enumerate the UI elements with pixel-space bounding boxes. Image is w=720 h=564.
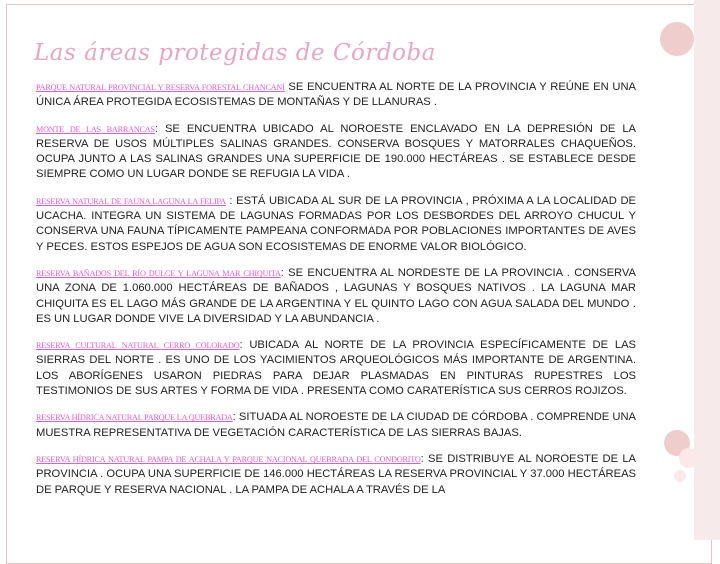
decorative-circle <box>660 22 694 56</box>
section-label[interactable]: RESERVA CULTURAL NATURAL CERRO COLORADO <box>36 341 240 351</box>
section-label[interactable]: RESERVA BAÑADOS DEL RÍO DULCE Y LAGUNA MAR CHIQUITA <box>36 268 281 278</box>
decorative-circle <box>679 448 699 468</box>
section-label[interactable]: PARQUE NATURAL PROVINCIAL Y RESERVA FORESTAL CHANCANÍ <box>36 83 285 92</box>
section-parque-chancani <box>36 80 636 111</box>
section-label[interactable]: RESERVA HÍDRICA NATURAL PAMPA DE ACHALA Y PARQUE NACIONAL QUEBRADA DEL CONDORITO <box>36 454 421 464</box>
section-pampa-achala: RESERVA HÍDRICA NATURAL PAMPA DE ACHALA Y PARQUE NACIONAL QUEBRADA DEL CONDORITO: SE DISTRIBUYE AL NOROESTE DE LA PROVINCIA . OCUPA UNA SUPERFICIE DE 146.000 HECTÁREAS LA RESERVA PROVINCIAL Y 37.000 HECTÁREAS DE PARQUE Y RESERVA NACIONAL . LA PAMPA DE ACHALA A TRAVÉS DE LA <box>36 452 637 496</box>
section-label[interactable]: RESERVA NATURAL DE FAUNA LAGUNA LA FELIPA <box>36 196 226 206</box>
content-body <box>36 80 636 509</box>
section-text: UBICADA AL NORTE DE LA PROVINCIA ESPECÍFICAMENTE DE LAS SIERRAS DEL NORTE . ES UNO DE LOS YACIMIENTOS ARQUEOLÓGICOS MÁS IMPORTANTE DE ARGENTINA. LOS ABORÍGENES USARON PIEDRAS PARA DEJAR PLASMADAS EN PINTURAS RUPESTRES LOS TESTIMONIOS DE SUS ARTES Y FORMA DE VIDA . PRESENTA COMO CARATERÍSTICA SUS CERROS ROJIZOS. <box>36 339 637 398</box>
section-text: SITUADA AL NOROESTE DE LA CIUDAD DE CÓRDOBA . COMPRENDE UNA MUESTRA REPRESENTATIVA DE VEGETACIÓN CARACTERÍSTICA DE LAS SIERRAS BAJAS. <box>36 411 637 439</box>
section-mar-chiquita: RESERVA BAÑADOS DEL RÍO DULCE Y LAGUNA MAR CHIQUITA: SE ENCUENTRA AL NORDESTE DE LA PROVINCIA . CONSERVA UNA ZONA DE 1.060.000 HECTÁREAS DE BAÑADOS , LAGUNAS Y BOSQUES NATIVOS . LA LAGUNA MAR CHIQUITA ES EL LAGO MÁS GRANDE DE LA ARGENTINA Y EL QUINTO LAGO CON AGUA SALADA DEL MUNDO . ES UN LUGAR DONDE VIVE LA DIVERSIDAD Y LA ABUNDANCIA . <box>36 266 637 325</box>
section-la-quebrada: RESERVA HÍDRICA NATURAL PARQUE LA QUEBRADA: SITUADA AL NOROESTE DE LA CIUDAD DE CÓRDOBA . COMPRENDE UNA MUESTRA REPRESENTATIVA DE VEGETACIÓN CARACTERÍSTICA DE LAS SIERRAS BAJAS. <box>36 411 637 439</box>
section-label[interactable]: MONTE DE LAS BARRANCAS <box>36 124 155 134</box>
section-label[interactable]: RESERVA HÍDRICA NATURAL PARQUE LA QUEBRADA <box>36 413 233 423</box>
section-text: SE ENCUENTRA UBICADO AL NOROESTE ENCLAVADO EN LA DEPRESIÓN DE LA RESERVA DE USOS MÚLTIPLES SALINAS GRANDES. CONSERVA BOSQUES Y MATORRALES CHAQUEÑOS. OCUPA JUNTO A LAS SALINAS GRANDES UNA SUPERFICIE DE 190.000 HECTÁREAS . SE ESTABLECE DESDE SIEMPRE COMO UN LUGAR DONDE SE REFUGIA LA VIDA . <box>36 122 637 181</box>
section-text: SE DISTRIBUYE AL NOROESTE DE LA PROVINCIA . OCUPA UNA SUPERFICIE DE 146.000 HECTÁREAS LA RESERVA PROVINCIAL Y 37.000 HECTÁREAS DE PARQUE Y RESERVA NACIONAL . LA PAMPA DE ACHALA A TRAVÉS DE LA <box>36 452 637 496</box>
section-cerro-colorado: RESERVA CULTURAL NATURAL CERRO COLORADO: UBICADA AL NORTE DE LA PROVINCIA ESPECÍFICAMENTE DE LAS SIERRAS DEL NORTE . ES UNO DE LOS YACIMIENTOS ARQUEOLÓGICOS MÁS IMPORTANTE DE ARGENTINA. LOS ABORÍGENES USARON PIEDRAS PARA DEJAR PLASMADAS EN PINTURAS RUPESTRES LOS TESTIMONIOS DE SUS ARTES Y FORMA DE VIDA . PRESENTA COMO CARATERÍSTICA SUS CERROS ROJIZOS. <box>36 339 637 398</box>
section-text: ESTÁ UBICADA AL SUR DE LA PROVINCIA , PRÓXIMA A LA LOCALIDAD DE UCACHA. INTEGRA UN SISTEMA DE LAGUNAS FORMADAS POR LOS DESBORDES DEL ARROYO CHUCUL Y CONSERVA UNA FAUNA TÍPICAMENTE PAMPEANA CONFORMADA POR POBLACIONES IMPORTANTES DE AVES Y PECES. ESTOS ESPEJOS DE AGUA SON ECOSISTEMAS DE ENORME VALOR BIOLÓGICO. <box>36 194 636 253</box>
section-text: SE ENCUENTRA AL NORDESTE DE LA PROVINCIA . CONSERVA UNA ZONA DE 1.060.000 HECTÁREAS DE BAÑADOS , LAGUNAS Y BOSQUES NATIVOS . LA LAGUNA MAR CHIQUITA ES EL LAGO MÁS GRANDE DE LA ARGENTINA Y EL QUINTO LAGO CON AGUA SALADA DEL MUNDO . ES UN LUGAR DONDE VIVE LA DIVERSIDAD Y LA ABUNDANCIA . <box>36 266 637 325</box>
section-text: SE ENCUENTRA AL NORTE DE LA PROVINCIA Y REÚNE EN UNA ÚNICA ÁREA PROTEGIDA ECOSISTEMAS DE MONTAÑAS Y DE LLANURAS . <box>36 81 637 109</box>
page-title: Las áreas protegidas de Córdoba <box>34 40 436 66</box>
section-laguna-felipa: RESERVA NATURAL DE FAUNA LAGUNA LA FELIPA : ESTÁ UBICADA AL SUR DE LA PROVINCIA , PRÓXIMA A LA LOCALIDAD DE UCACHA. INTEGRA UN SISTEMA DE LAGUNAS FORMADAS POR LOS DESBORDES DEL ARROYO CHUCUL Y CONSERVA UNA FAUNA TÍPICAMENTE PAMPEANA CONFORMADA POR POBLACIONES IMPORTANTES DE AVES Y PECES. ESTOS ESPEJOS DE AGUA SON ECOSISTEMAS DE ENORME VALOR BIOLÓGICO. <box>36 194 636 253</box>
decorative-circle <box>674 470 686 482</box>
section-monte-barrancas: MONTE DE LAS BARRANCAS: SE ENCUENTRA UBICADO AL NOROESTE ENCLAVADO EN LA DEPRESIÓN DE LA RESERVA DE USOS MÚLTIPLES SALINAS GRANDES. CONSERVA BOSQUES Y MATORRALES CHAQUEÑOS. OCUPA JUNTO A LAS SALINAS GRANDES UNA SUPERFICIE DE 190.000 HECTÁREAS . SE ESTABLECE DESDE SIEMPRE COMO UN LUGAR DONDE SE REFUGIA LA VIDA . <box>36 122 637 181</box>
